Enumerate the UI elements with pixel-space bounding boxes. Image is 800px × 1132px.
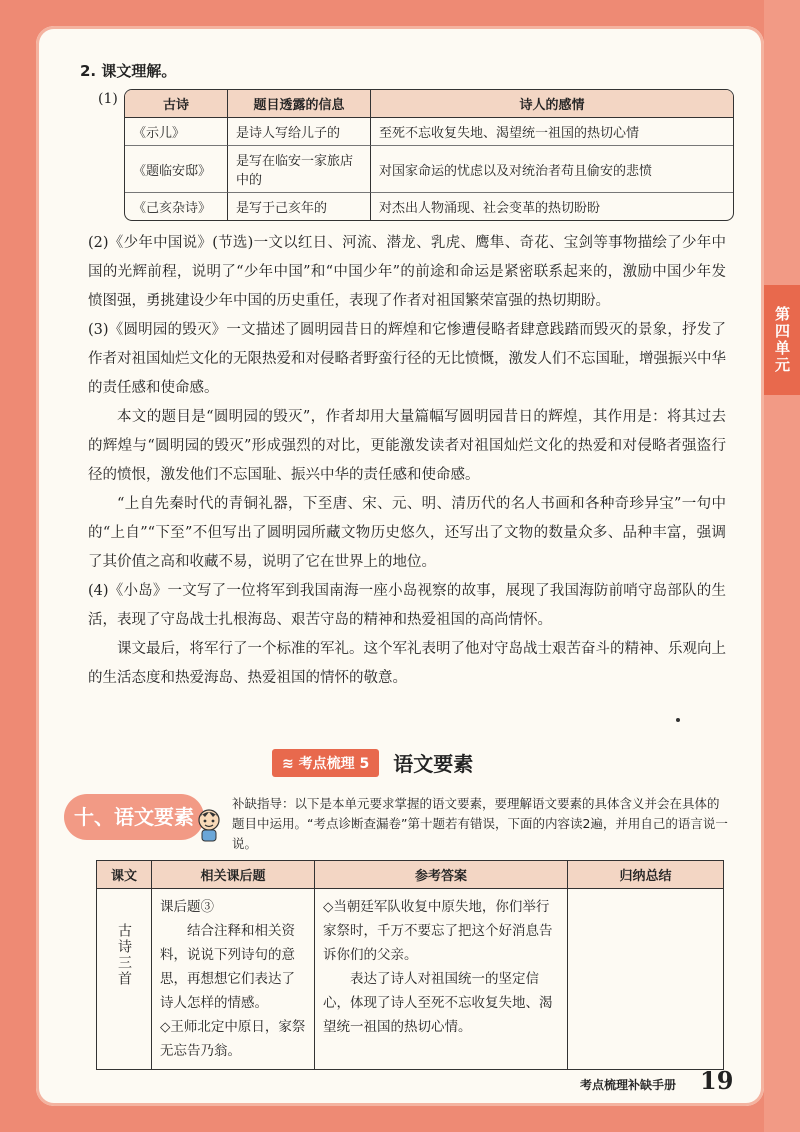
table-header: 参考答案	[315, 861, 568, 889]
table-header: 题目透露的信息	[228, 90, 371, 118]
right-margin-strip	[764, 0, 800, 1132]
answer-cell	[315, 889, 568, 1070]
paragraph-title-effect: 本文的题目是“圆明园的毁灭”，作者却用大量篇幅写圆明园昔日的辉煌，其作用是：将其过去的辉煌与“圆明园的毁灭”形成强烈的对比，更能激发读者对祖国灿烂文化的热爱和对侵略者强盗行径的愤恨，激发他们不忘国耻、振兴中华的责任感和使命感。	[88, 409, 726, 483]
table-row	[125, 192, 733, 220]
table-cell: 《示儿》	[125, 118, 228, 145]
section10-title: 十、语文要素	[64, 794, 204, 840]
table-header: 诗人的感情	[371, 90, 733, 118]
cartoon-boy-icon	[196, 808, 222, 842]
table-cell: 是写于己亥年的	[228, 192, 371, 220]
table-row	[125, 118, 733, 145]
table-cell: 是写在临安一家旅店中的	[228, 145, 371, 192]
table-row	[97, 889, 724, 1070]
answer-emotion: 表达了诗人对祖国统一的坚定信心，体现了诗人至死不忘收复失地、渴望统一祖国的热切心情。	[323, 971, 553, 1035]
section-title: 2. 课文理解。	[80, 62, 177, 80]
table-header: 相关课后题	[152, 861, 315, 889]
footer-label: 考点梳理补缺手册	[580, 1078, 677, 1092]
page-number: 19	[700, 1066, 734, 1095]
section-banner	[272, 748, 473, 777]
unit-tab: 第四单元	[764, 285, 800, 395]
paragraph-salute: 课文最后，将军行了一个标准的军礼。这个军礼表明了他对守岛战士艰苦奋斗的精神、乐观向上的生活态度和热爱海岛、热爱祖国的情怀的敬意。	[88, 641, 726, 686]
summary-cell[interactable]	[568, 889, 724, 1070]
table-cell: 《己亥杂诗》	[125, 192, 228, 220]
question-body: 结合注释和相关资料，说说下列诗句的意思，再想想它们表达了诗人怎样的情感。	[160, 923, 295, 1011]
course-name: 古诗三首	[116, 923, 132, 987]
table-header: 课文	[97, 861, 152, 889]
banner-title: 语文要素	[393, 752, 474, 776]
main-content	[72, 60, 726, 693]
tip-text: 补缺指导：以下是本单元要求掌握的语文要素，要理解语文要素的具体含义并会在具体的题目中运用。“考点诊断查漏卷”第十题若有错误，下面的内容读2遍，并用自己的语言说一说。	[232, 796, 728, 851]
question-poem: ◇王师北定中原日，家祭无忘告乃翁。	[160, 1019, 306, 1059]
paragraph-shaonian: (2)《少年中国说》(节选)一文以红日、河流、潜龙、乳虎、鹰隼、奇花、宝剑等事物描绘了少年中国的光辉前程，说明了“少年中国”和“中国少年”的前途和命运是紧密联系起来的，激励中国少年发愤图强，勇挑建设少年中国的历史重任，表现了作者对祖国繁荣富强的热切期盼。	[88, 235, 726, 309]
table-cell: 对国家命运的忧虑以及对统治者苟且偷安的悲愤	[371, 145, 733, 192]
table-cell: 是诗人写给儿子的	[228, 118, 371, 145]
ink-dot	[676, 718, 680, 722]
table-header: 归纳总结	[568, 861, 724, 889]
table-cell: 至死不忘收复失地、渴望统一祖国的热切心情	[379, 126, 640, 141]
course-cell	[97, 889, 152, 1070]
poem-table	[124, 89, 734, 221]
answer-meaning: ◇当朝廷军队收复中原失地，你们举行家祭时，千万不要忘了把这个好消息告诉你们的父亲。	[323, 899, 553, 963]
question-cell	[152, 889, 315, 1070]
table-cell: 对杰出人物涌现、社会变革的热切盼盼	[371, 192, 733, 220]
table-cell: 《题临安邸》	[125, 145, 228, 192]
table-row	[125, 145, 733, 192]
language-element-table	[96, 860, 724, 1070]
paragraph-yuanmingyuan: (3)《圆明园的毁灭》一文描述了圆明园昔日的辉煌和它惨遭侵略者肆意践踏而毁灭的景象，抒发了作者对祖国灿烂文化的无限热爱和对侵略者野蛮行径的无比愤慨，激发人们不忘国耻，增强振兴中华的责任感和使命感。	[88, 322, 726, 396]
paragraph-shangzi-xiazhi: “上自先秦时代的青铜礼器，下至唐、宋、元、明、清历代的名人书画和各种奇珍异宝”一句中的“上自”“下至”不但写出了圆明园所藏文物历史悠久，还写出了文物的数量众多、品种丰富，强调了其价值之高和收藏不易，说明了它在世界上的地位。	[88, 496, 726, 570]
question-title: 课后题③	[160, 899, 214, 915]
item-number: (1)	[98, 91, 118, 107]
banner-tag: ≋ 考点梳理 5	[272, 749, 379, 777]
paragraph-xiaodao: (4)《小岛》一文写了一位将军到我国南海一座小岛视察的故事，展现了我国海防前哨守岛部队的生活，表现了守岛战士扎根海岛、艰苦守岛的精神和热爱祖国的高尚情怀。	[88, 583, 726, 628]
table-header: 古诗	[125, 90, 228, 118]
poem-table-wrap	[88, 89, 726, 221]
